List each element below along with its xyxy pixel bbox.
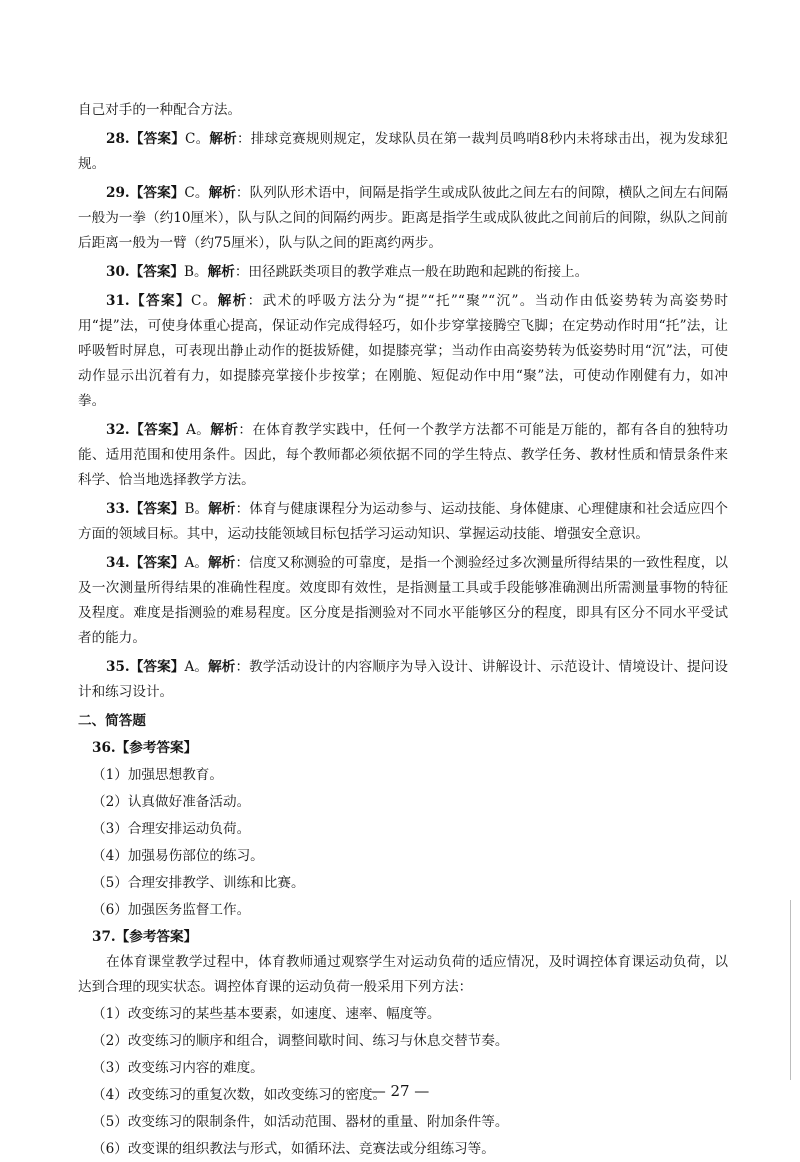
answer-number: 34. [106,555,130,571]
answer-item [78,260,728,285]
answer-item [78,418,728,493]
answer-number: 35. [106,659,130,675]
answer-choice: C。 [184,185,209,201]
answer-choice: C。 [190,293,218,309]
page-number: — 27 — [370,1082,430,1100]
answer-number: 32. [106,422,130,438]
q37-tag: 【参考答案】 [115,929,198,945]
q37-number: 37. [92,929,116,945]
analysis-label: 解析 [207,264,235,280]
answer-choice: B。 [184,501,209,517]
intro-tail: 自己对手的一种配合方法。 [78,102,242,118]
answer-tag: 【答案】 [129,131,185,147]
analysis-text: ：教学活动设计的内容顺序为导入设计、讲解设计、示范设计、情境设计、提问设计和练习设计。 [78,659,728,700]
q36-item-list [78,763,728,923]
answer-tag: 【答案】 [129,293,191,309]
q37-item: （2）改变练习的顺序和组合，调整间歇时间、练习与休息交替节奏。 [92,1033,509,1049]
analysis-label: 解析 [208,185,236,201]
analysis-text: ：排球竞赛规则规定，发球队员在第一裁判员鸣哨8秒内未将球击出，视为发球犯规。 [78,131,729,172]
answer-tag: 【答案】 [129,659,185,675]
answer-item [78,289,728,414]
q36-number: 36. [92,740,116,756]
q36-item: （4）加强易伤部位的练习。 [92,848,264,864]
analysis-label: 解析 [208,501,236,517]
analysis-label: 解析 [210,422,239,438]
answer-choice: A。 [184,659,209,675]
analysis-label: 解析 [217,293,248,309]
answer-item [78,497,728,547]
analysis-label: 解析 [208,555,236,571]
answer-tag: 【答案】 [129,185,185,201]
answer-tag: 【答案】 [129,555,185,571]
analysis-text: ：在体育教学实践中，任何一个教学方法都不可能是万能的，都有各自的独特功能、适用范围和使用条件。因此，每个教师都必须依据不同的学生特点、教学任务、教材性质和情景条件来科学、恰当地选择教学方法。 [78,422,729,488]
q37-header [78,925,728,950]
answer-number: 29. [106,185,130,201]
answer-choice: A。 [184,555,209,571]
q37-item: （3）改变练习内容的难度。 [92,1060,264,1076]
q37-intro: 在体育课堂教学过程中，体育教师通过观察学生对运动负荷的适应情况，及时调控体育课运动负荷，以达到合理的现实状态。调控体育课的运动负荷一般采用下列方法： [78,954,728,995]
section-title: 二、简答题 [78,713,146,729]
answer-choice: B。 [184,264,208,280]
answer-choice: C。 [184,131,210,147]
q36-header [78,736,728,761]
q36-item: （1）加强思想教育。 [92,767,223,783]
answer-number: 31. [106,293,130,309]
q36-item: （5）合理安排教学、训练和比赛。 [92,875,305,891]
answer-item [78,127,728,177]
q36-item: （3）合理安排运动负荷。 [92,821,251,837]
q37-item: （6）改变课的组织教法与形式，如循环法、竞赛法或分组练习等。 [92,1141,495,1157]
page-content [78,98,728,1162]
answer-number: 30. [106,264,130,280]
answer-item [78,551,728,651]
answer-choice: A。 [186,422,211,438]
analysis-text: ：田径跳跃类项目的教学难点一般在助跑和起跳的衔接上。 [234,264,589,280]
answer-number: 33. [106,501,130,517]
q37-item: （5）改变练习的限制条件，如活动范围、器材的重量、附加条件等。 [92,1114,509,1130]
answer-number: 28. [106,131,130,147]
analysis-text: ：武术的呼吸方法分为“提”“托”“聚”“沉”。当动作由低姿势转为高姿势时用“提”法，可使身体重心提高，保证动作完成得轻巧，如仆步穿掌接腾空飞脚；在定势动作时用“托”法，让呼吸暂时屏息，可表现出静止动作的挺拔矫健，如提膝亮掌；当动作由高姿势转为低姿势时用“沉”法，可使动作显示出沉着有力，如提膝亮掌接仆步按掌；在刚脆、短促动作中用“聚”法，可使动作刚健有力，如冲拳。 [78,293,729,409]
analysis-text: ：信度又称测验的可靠度，是指一个测验经过多次测量所得结果的一致性程度，以及一次测量所得结果的准确性程度。效度即有效性，是指测量工具或手段能够准确测出所需测量事物的特征及程度。难度是指测验的难易程度。区分度是指测验对不同水平能够区分的程度，即具有区分不同水平受试者的能力。 [78,555,728,646]
analysis-text: ：队列队形术语中，间隔是指学生或成队彼此之间左右的间隙，横队之间左右间隔一般为一拳（约10厘米），队与队之间的间隔约两步。距离是指学生或成队彼此之间前后的间隙，纵队之间前后距离一般为一臂（约75厘米），队与队之间的距离约两步。 [78,185,729,251]
answer-tag: 【答案】 [129,501,185,517]
q37-item: （4）改变练习的重复次数，如改变练习的密度。 [92,1087,387,1103]
analysis-label: 解析 [209,131,237,147]
q36-item: （2）认真做好准备活动。 [92,794,251,810]
answer-list [78,127,728,705]
answer-item [78,655,728,705]
answer-tag: 【答案】 [129,422,187,438]
answer-tag: 【答案】 [129,264,185,280]
scan-edge-mark [790,900,791,1080]
q36-tag: 【参考答案】 [115,740,198,756]
analysis-label: 解析 [208,659,236,675]
q37-item: （1）改变练习的某些基本要素，如速度、速率、幅度等。 [92,1006,441,1022]
analysis-text: ：体育与健康课程分为运动参与、运动技能、身体健康、心理健康和社会适应四个方面的领域目标。其中，运动技能领域目标包括学习运动知识、掌握运动技能、增强安全意识。 [78,501,729,542]
q36-item: （6）加强医务监督工作。 [92,902,251,918]
answer-item [78,181,728,256]
